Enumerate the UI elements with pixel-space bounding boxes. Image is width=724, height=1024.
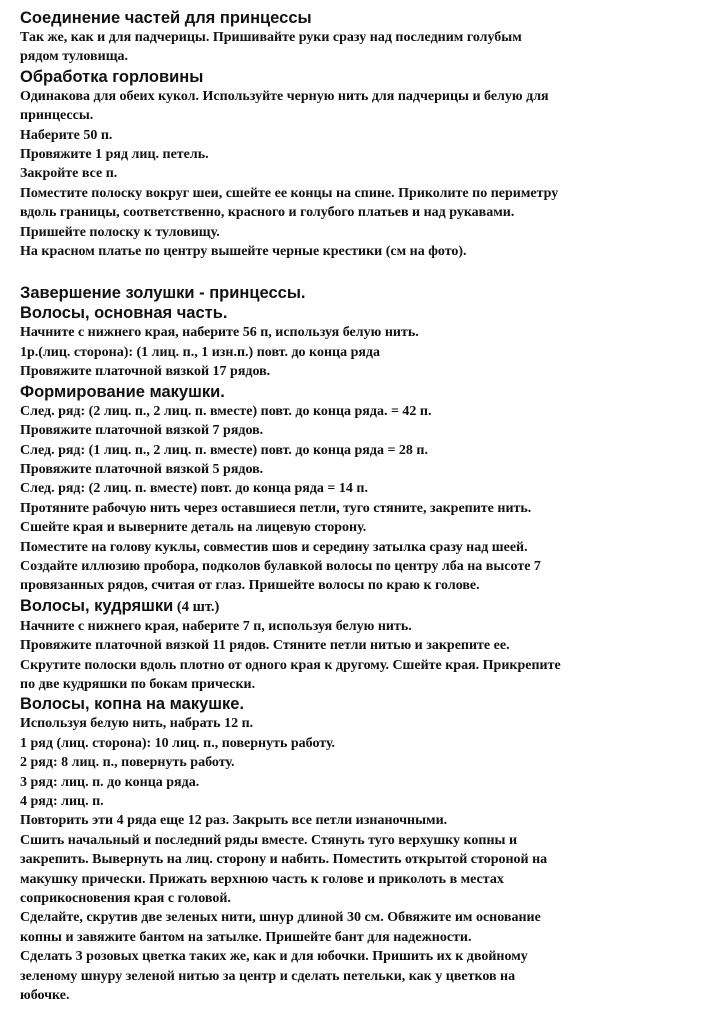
text-line: След. ряд: (2 лиц. п. вместе) повт. до конца ряда = 14 п. bbox=[20, 481, 368, 497]
section-heading-curls bbox=[20, 596, 700, 617]
text-line: Провяжите платочной вязкой 7 рядов. bbox=[20, 423, 264, 439]
text-line: Поместите полоску вокруг шеи, сшейте ее концы на спине. Приколите по периметру bbox=[20, 185, 559, 201]
text-line: Протяните рабочую нить через оставшиеся петли, туго стяните, закрепите нить. bbox=[20, 500, 532, 516]
text-line: Так же, как и для падчерицы. Пришивайте руки сразу над последним голубым bbox=[20, 30, 522, 45]
section-heading-hair-main: Волосы, основная часть. bbox=[20, 304, 228, 323]
text-line: 1р.(лиц. сторона): (1 лиц. п., 1 изн.п.) повт. до конца ряда bbox=[20, 344, 381, 360]
text-line: принцессы. bbox=[20, 108, 94, 124]
text-line: Начните с нижнего края, наберите 56 п, используя белую нить. bbox=[20, 325, 419, 341]
text-line: копны и завяжите бантом на затылке. Пришейте бант для надежности. bbox=[20, 929, 472, 945]
text-line: 3 ряд: лиц. п. до конца ряда. bbox=[20, 774, 200, 790]
text-line: Провяжите платочной вязкой 17 рядов. bbox=[20, 364, 271, 380]
text-line: юбочке. bbox=[20, 988, 70, 1004]
text-line: Провяжите платочной вязкой 5 рядов. bbox=[20, 461, 264, 477]
section-heading-joining: Соединение частей для принцессы bbox=[20, 9, 312, 27]
text-line: 2 ряд: 8 лиц. п., повернуть работу. bbox=[20, 755, 235, 771]
heading-count-text: (4 шт.) bbox=[173, 598, 220, 615]
text-line: На красном платье по центру вышейте черные крестики (см на фото). bbox=[20, 244, 467, 260]
text-line: макушку прически. Прижать верхнюю часть к голове и приколоть в местах bbox=[20, 871, 504, 887]
text-line: След. ряд: (2 лиц. п., 2 лиц. п. вместе) повт. до конца ряда. = 42 п. bbox=[20, 403, 432, 419]
text-line: Используя белую нить, набрать 12 п. bbox=[20, 716, 254, 732]
text-line: Наберите 50 п. bbox=[20, 127, 113, 143]
text-line: Закройте все п. bbox=[20, 166, 118, 182]
section-heading-finishing: Завершение золушки - принцессы. bbox=[20, 284, 306, 303]
text-line: Начните с нижнего края, наберите 7 п, используя белую нить. bbox=[20, 618, 412, 634]
text-line: Провяжите 1 ряд лиц. петель. bbox=[20, 147, 209, 163]
text-line: Скрутите полоски вдоль плотно от одного края к другому. Сшейте края. Прикрепите bbox=[20, 657, 561, 673]
text-line: зеленому шнуру зеленой нитью за центр и сделать петельки, как у цветков на bbox=[20, 968, 516, 984]
text-line: Сделать 3 розовых цветка таких же, как и для юбочки. Пришить их к двойному bbox=[20, 949, 528, 965]
text-line: 4 ряд: лиц. п. bbox=[20, 794, 104, 809]
text-line: Поместите на голову куклы, совместив шов и середину затылка сразу над шеей. bbox=[20, 539, 528, 555]
text-line: Сделайте, скрутив две зеленых нити, шнур длиной 30 см. Обвяжите им основание bbox=[20, 910, 541, 926]
section-heading-crown: Формирование макушки. bbox=[20, 382, 225, 401]
section-heading-top-bun: Волосы, копна на макушке. bbox=[20, 695, 245, 714]
text-line: по две кудряшки по бокам прически. bbox=[20, 676, 256, 692]
section-heading-neckline: Обработка горловины bbox=[20, 67, 204, 86]
text-line: рядом туловища. bbox=[20, 49, 129, 65]
section-spacer bbox=[20, 261, 700, 283]
text-line: След. ряд: (1 лиц. п., 2 лиц. п. вместе) повт. до конца ряда = 28 п. bbox=[20, 442, 428, 458]
text-line: провязанных рядов, считая от глаз. Пришейте волосы по краю к голове. bbox=[20, 578, 480, 594]
text-line: Повторить эти 4 ряда еще 12 раз. Закрыть все петли изнаночными. bbox=[20, 813, 448, 829]
text-line: закрепить. Вывернуть на лиц. сторону и набить. Поместить открытой стороной на bbox=[20, 852, 548, 868]
text-line: 1 ряд (лиц. сторона): 10 лиц. п., повернуть работу. bbox=[20, 735, 336, 751]
text-line: Сшить начальный и последний ряды вместе. Стянуть туго верхушку копны и bbox=[20, 832, 518, 848]
text-line: соприкосновения края с головой. bbox=[20, 891, 231, 907]
text-line: Провяжите платочной вязкой 11 рядов. Стяните петли нитью и закрепите ее. bbox=[20, 638, 510, 654]
text-line: Сшейте края и выверните деталь на лицевую сторону. bbox=[20, 520, 367, 536]
heading-main-text: Волосы, кудряшки bbox=[20, 596, 174, 615]
text-line: Одинакова для обеих кукол. Используйте черную нить для падчерицы и белую для bbox=[20, 88, 549, 104]
text-line: вдоль границы, соответственно, красного и голубого платьев и над рукавами. bbox=[20, 205, 515, 221]
text-line: Пришейте полоску к туловищу. bbox=[20, 224, 220, 240]
text-line: Создайте иллюзию пробора, подколов булавкой волосы по центру лба на высоте 7 bbox=[20, 558, 541, 574]
